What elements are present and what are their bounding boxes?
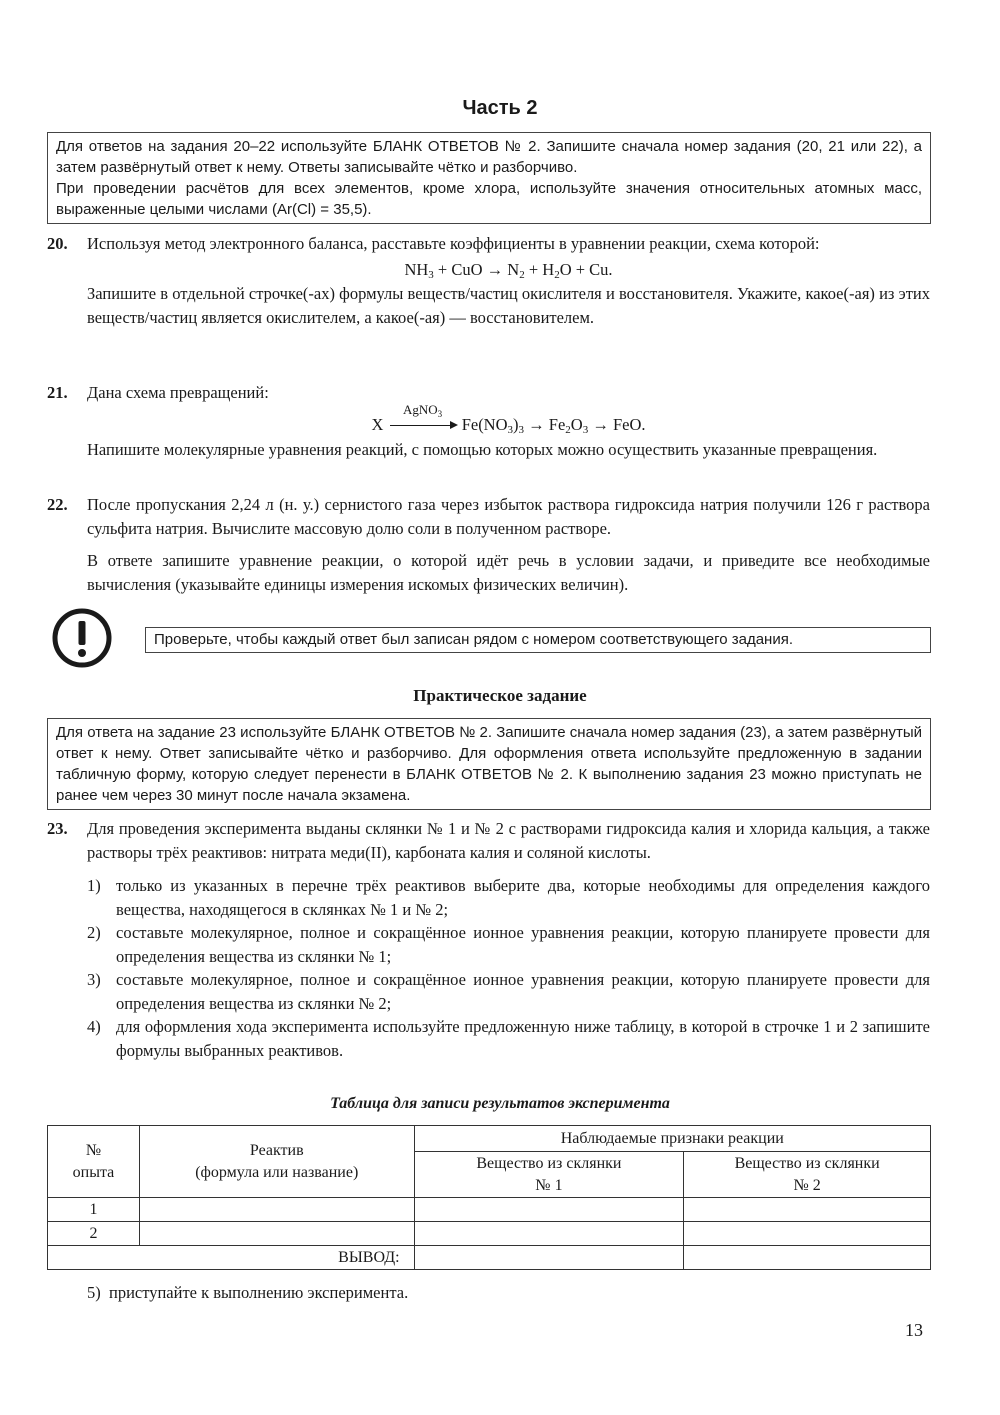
table-row: [48, 1222, 931, 1246]
row-2-number: 2: [48, 1222, 140, 1246]
task-21-intro: Дана схема превращений:: [87, 383, 269, 402]
header-reagent: Реактив (формула или название): [139, 1126, 414, 1198]
task-23-item-1: 1) только из указанных в перечне трёх реактивов выберите два, которые необходимы для определения каждого вещества, находящегося в склянках № 1 и № 2;: [87, 876, 930, 919]
page-number: 13: [905, 1320, 923, 1340]
task-23-item-3: 3) составьте молекулярное, полное и сокращённое ионное уравнения реакции, которую планируете провести для определения вещества из склянки № 2;: [87, 970, 930, 1013]
header-flask-2: Вещество из склянки № 2: [684, 1152, 931, 1198]
task-23-item-4: 4) для оформления хода эксперимента используйте предложенную ниже таблицу, в которой в строчке 1 и 2 запишите формулы выбранных реактивов.: [87, 1017, 930, 1060]
task-21-scheme: X AgNO$_3$ $Fe(NO_3)_3 \to Fe_2O_3$ → FeO.: [371, 401, 646, 436]
task-22-p2: В ответе запишите уравнение реакции, о которой идёт речь в условии задачи, и приведите все необходимые вычисления (указывайте единицы измерения искомых физических величин).: [87, 551, 930, 594]
results-table: [47, 1125, 931, 1270]
task-23-intro: Для проведения эксперимента выданы склянки № 1 и № 2 с растворами гидроксида калия и хлорида кальция, а также растворы трёх реактивов: нитрата меди(II), карбоната калия и соляной кислоты.: [87, 819, 930, 862]
instructions-1-line1: Для ответов на задания 20–22 используйте БЛАНК ОТВЕТОВ № 2. Запишите сначала номер задания (20, 21 или 22), а затем развёрнутый ответ к нему. Ответы записывайте чётко и разборчиво.: [56, 138, 922, 176]
task-23: [47, 817, 930, 1062]
task-20-intro: Используя метод электронного баланса, расставьте коэффициенты в уравнении реакции, схема которой:: [87, 234, 820, 253]
instructions-box-1: [47, 132, 931, 224]
instructions-1-line2: При проведении расчётов для всех элементов, кроме хлора, используйте значения относительных атомных масс, выраженные целыми числами (Ar(Cl) = 35,5).: [56, 180, 922, 218]
task-23-list: [87, 874, 930, 1062]
exclamation-icon: [51, 607, 113, 669]
table-row: [48, 1198, 931, 1222]
header-experiment-number: № опыта: [48, 1126, 140, 1198]
warning-box: Проверьте, чтобы каждый ответ был записан рядом с номером соответствующего задания.: [145, 627, 931, 653]
instructions-2-text: Для ответа на задание 23 используйте БЛАНК ОТВЕТОВ № 2. Запишите сначала номер задания (23), а затем развёрнутый ответ к нему. Ответ записывайте чётко и разборчиво. Для оформления ответа используйте предложенную в задании табличную форму, которую следует перенести в БЛАНК ОТВЕТОВ № 2. К выполнению задания 23 можно приступать не ранее чем через 30 минут после начала экзамена.: [56, 724, 922, 804]
task-23-item-5: 5) приступайте к выполнению эксперимента.: [87, 1283, 409, 1302]
task-21-number: 21.: [47, 383, 68, 402]
table-row-conclusion: [48, 1246, 931, 1270]
instructions-box-2: [47, 718, 931, 810]
task-20-body: Запишите в отдельной строчке(-ах) формулы веществ/частиц окислителя и восстановителя. Укажите, какое(-ая) из этих веществ/частиц является окислителем, а какое(-ая) — восстановителем.: [87, 284, 930, 327]
practical-title: Практическое задание: [413, 686, 587, 705]
header-observed-signs: Наблюдаемые признаки реакции: [414, 1126, 930, 1152]
table-caption: Таблица для записи результатов эксперимента: [330, 1095, 670, 1112]
conclusion-label: ВЫВОД:: [48, 1246, 415, 1270]
part-title: Часть 2: [462, 97, 538, 119]
task-20: [47, 232, 930, 329]
task-22-number: 22.: [47, 495, 68, 514]
task-21: [47, 381, 930, 462]
task-23-item-2: 2) составьте молекулярное, полное и сокращённое ионное уравнения реакции, которую планируете провести для определения вещества из склянки № 1;: [87, 923, 930, 966]
task-22: [47, 493, 930, 596]
row-1-number: 1: [48, 1198, 140, 1222]
task-23-number: 23.: [47, 819, 68, 838]
task-20-equation: $NH_3$ + CuO → $N_2 + H_2O + Cu$.: [404, 259, 613, 281]
arrow-agno3: AgNO$_3$: [388, 413, 458, 437]
task-22-p1: После пропускания 2,24 л (н. у.) сернистого газа через избыток раствора гидроксида натрия получили 126 г раствора сульфита натрия. Вычислите массовую долю соли в полученном растворе.: [87, 495, 930, 538]
task-21-body: Напишите молекулярные уравнения реакций, с помощью которых можно осуществить указанные превращения.: [87, 440, 878, 459]
header-flask-1: Вещество из склянки № 1: [414, 1152, 684, 1198]
task-20-number: 20.: [47, 234, 68, 253]
